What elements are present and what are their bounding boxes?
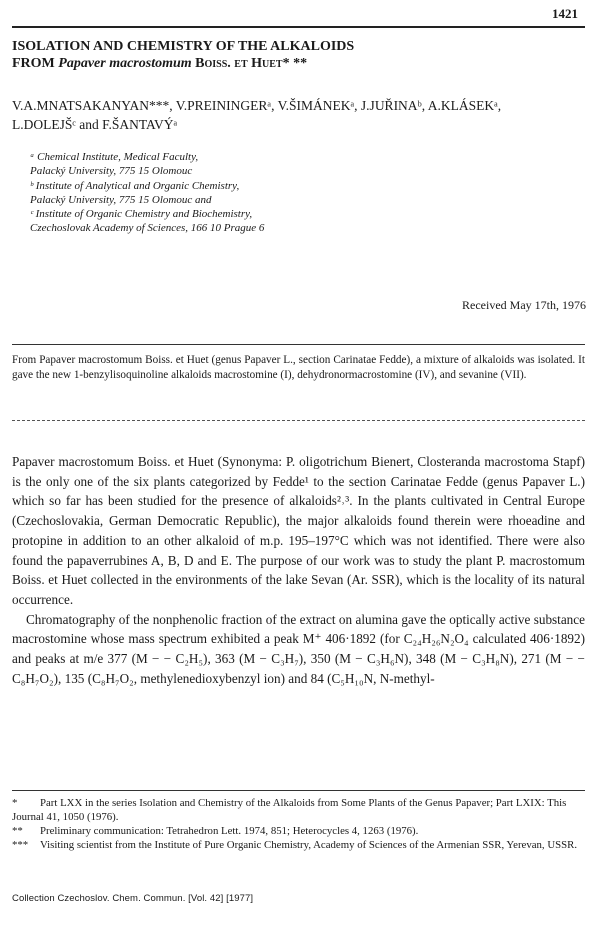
abstract: From Papaver macrostomum Boiss. et Huet (genus Papaver L., section Carinatae Fedde), a mixture of alkaloids was isolated. It gave the new 1-benzylisoquinoline alkaloids macrostomine (I), dehydronormacrostomine (IV), and sevanine (VII).: [12, 354, 585, 381]
journal-footer: Collection Czechoslov. Chem. Commun. [Vol. 42] [1977]: [12, 893, 254, 904]
footnote-text: Preliminary communication: Tetrahedron Lett. 1974, 851; Heterocycles 4, 1263 (1976).: [40, 825, 419, 837]
title-from: FROM: [12, 56, 59, 71]
body-paragraph-1: Papaver macrostomum Boiss. et Huet (Synonyma: P. oligotrichum Bienert, Closteranda macrostoma Stapf) is the only one of the six plants categorized by Fedde¹ to the section Carinatae Fedde (genus Papaver L.) which so far has been studied for the presence of alkaloids²˒³. In the plants cultivated in Central Europe (Czechoslovakia, German Democratic Republic), the major alkaloids found therein were rhoeadine and protopine in addition to an other alkaloid of m.p. 195–197°C which was not identified. There were also found the papaverrubines A, B, D and E. The purpose of our work was to study the plant P. macrostomum Boiss. et Huet collected in the environments of the lake Sevan (Ar. SSR), which is the locality of its natural occurrence.: [12, 454, 585, 607]
author-list: [12, 96, 585, 134]
abstract-top-rule: [12, 344, 585, 345]
affiliation-line: ᵇ Institute of Analytical and Organic Chemistry,: [30, 179, 240, 192]
footnote: [12, 824, 585, 838]
footnote-text: Part LXX in the series Isolation and Chemistry of the Alkaloids from Some Plants of the Genus Papaver; Part LXIX: This Journal 41, 1050 (1976).: [12, 797, 567, 823]
author-line-2: L.DOLEJŠᶜ and F.ŠANTAVÝᵃ: [12, 117, 178, 132]
article-title: [12, 38, 585, 72]
title-species: Papaver macrostomum: [58, 56, 192, 71]
affiliation-line: Palacký University, 775 15 Olomouc and: [30, 193, 212, 206]
affiliation-line: Palacký University, 775 15 Olomouc: [30, 165, 193, 178]
footnote-mark: **: [12, 825, 23, 837]
affiliations: [30, 150, 570, 236]
abstract-bottom-rule: [12, 420, 585, 421]
title-footnote-marks: * **: [282, 56, 308, 71]
header-rule: [12, 26, 585, 28]
footnotes: [12, 796, 585, 852]
footnote-mark: *: [12, 797, 18, 809]
author-line-1: V.A.MNATSAKANYAN***, V.PREININGERᵃ, V.ŠIMÁNEKᵃ, J.JUŘINAᵇ, A.KLÁSEKᵃ,: [12, 98, 502, 113]
footnote: [12, 796, 585, 824]
title-line-2: [12, 55, 585, 72]
affiliation-line: Czechoslovak Academy of Sciences, 166 10 Prague 6: [30, 222, 265, 235]
title-line-1: ISOLATION AND CHEMISTRY OF THE ALKALOIDS: [12, 39, 355, 54]
footnote-text: Visiting scientist from the Institute of Pure Organic Chemistry, Academy of Sciences of the Armenian SSR, Yerevan, USSR.: [40, 839, 578, 851]
body-paragraph-2: Chromatography of the nonphenolic fraction of the extract on alumina gave the optically active substance macrostomine whose mass spectrum exhibited a peak M⁺ 406·1892 (for C₂₄H₂₆N₂O₄ calculated 406·1892) and peaks at m/e 377 (M − − C₂H₅), 363 (M − C₃H₇), 350 (M − C₃H₆N), 348 (M − C₃H₈N), 271 (M − − C₈H₇O₂), 135 (C₈H₇O₂, methylenedioxybenzyl ion) and 84 (C₅H₁₀N, N-methyl-: [12, 611, 585, 686]
footnote: [12, 838, 585, 852]
affiliation-line: ᵃ Chemical Institute, Medical Faculty,: [30, 151, 199, 163]
page-number: 1421: [552, 6, 578, 21]
received-date: Received May 17th, 1976: [462, 298, 586, 312]
footnote-mark: ***: [12, 839, 29, 851]
title-authority: Boiss. et Huet: [195, 56, 283, 71]
footnote-rule: [12, 790, 585, 791]
affiliation-line: ᶜ Institute of Organic Chemistry and Biochemistry,: [30, 208, 253, 221]
body-text: [12, 452, 585, 688]
